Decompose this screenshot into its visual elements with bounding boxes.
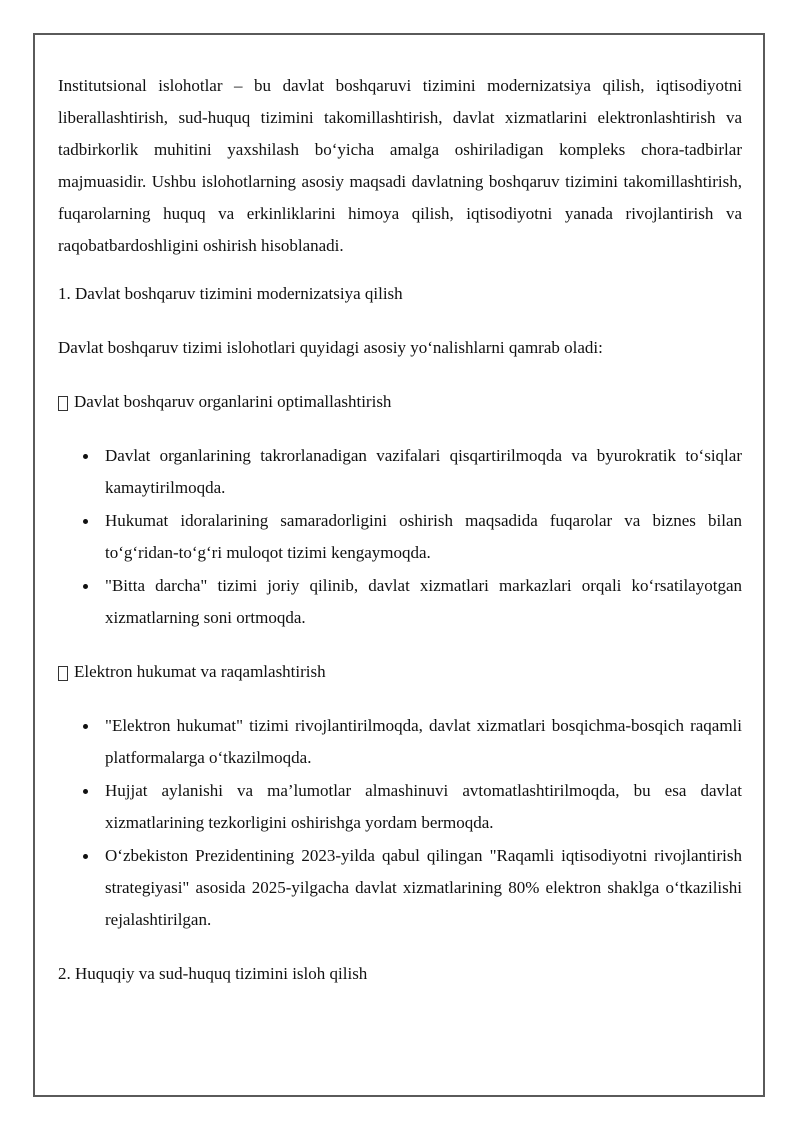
section-2-heading: 2. Huquqiy va sud-huquq tizimini isloh qilish (58, 964, 368, 983)
intro-paragraph: Institutsional islohotlar – bu davlat boshqaruvi tizimini modernizatsiya qilish, iqtisodiyotni liberallashtirish, sud-huquq tizimini takomillashtirish, davlat xizmatlarini elektronlashtirish va tadbirkorlik muhitini yaxshilash bo‘yicha amalga oshiriladigan kompleks chora-tadbirlar majmuasidir. Ushbu islohotlarning asosiy maqsadi davlatning boshqaruv tizimini takomillashtirish, fuqarolarning huquq va erkinliklarini himoya qilish, iqtisodiyotni yanada rivojlantirish va raqobatbardoshligini oshirish hisoblanadi. (58, 76, 742, 255)
section-1-lead: Davlat boshqaruv tizimi islohotlari quyidagi asosiy yo‘nalishlarni qamrab oladi: (58, 338, 603, 357)
list-item: "Elektron hukumat" tizimi rivojlantirilmoqda, davlat xizmatlari bosqichma-bosqich raqamli platformalarga o‘tkazilmoqda. (58, 710, 742, 774)
list-item: Hukumat idoralarining samaradorligini oshirish maqsadida fuqarolar va biznes bilan to‘g‘ridan-to‘g‘ri muloqot tizimi kengaymoqda. (58, 505, 742, 569)
section-1-heading: 1. Davlat boshqaruv tizimini modernizatsiya qilish (58, 284, 403, 303)
document-body (58, 70, 742, 1012)
list-item: Hujjat aylanishi va ma’lumotlar almashinuvi avtomatlashtirilmoqda, bu esa davlat xizmatlarining tezkorligini oshirishga yordam bermoqda. (58, 775, 742, 839)
missing-glyph-icon (58, 666, 68, 681)
list-item: O‘zbekiston Prezidentining 2023-yilda qabul qilingan "Raqamli iqtisodiyotni rivojlantirish strategiyasi" asosida 2025-yilgacha davlat xizmatlarining 80% elektron shaklga o‘tkazilishi rejalashtirilgan. (58, 840, 742, 936)
list-item: Davlat organlarining takrorlanadigan vazifalari qisqartirilmoqda va byurokratik to‘siqlar kamaytirilmoqda. (58, 440, 742, 504)
missing-glyph-icon (58, 396, 68, 411)
subsection-1-list (58, 440, 742, 634)
subsection-2-title (58, 656, 742, 688)
list-item: "Bitta darcha" tizimi joriy qilinib, davlat xizmatlari markazlari orqali ko‘rsatilayotgan xizmatlarning soni ortmoqda. (58, 570, 742, 634)
subsection-1-title-text: Davlat boshqaruv organlarini optimallashtirish (74, 392, 392, 411)
subsection-1-title (58, 386, 742, 418)
subsection-2-list (58, 710, 742, 936)
subsection-2-title-text: Elektron hukumat va raqamlashtirish (74, 662, 326, 681)
